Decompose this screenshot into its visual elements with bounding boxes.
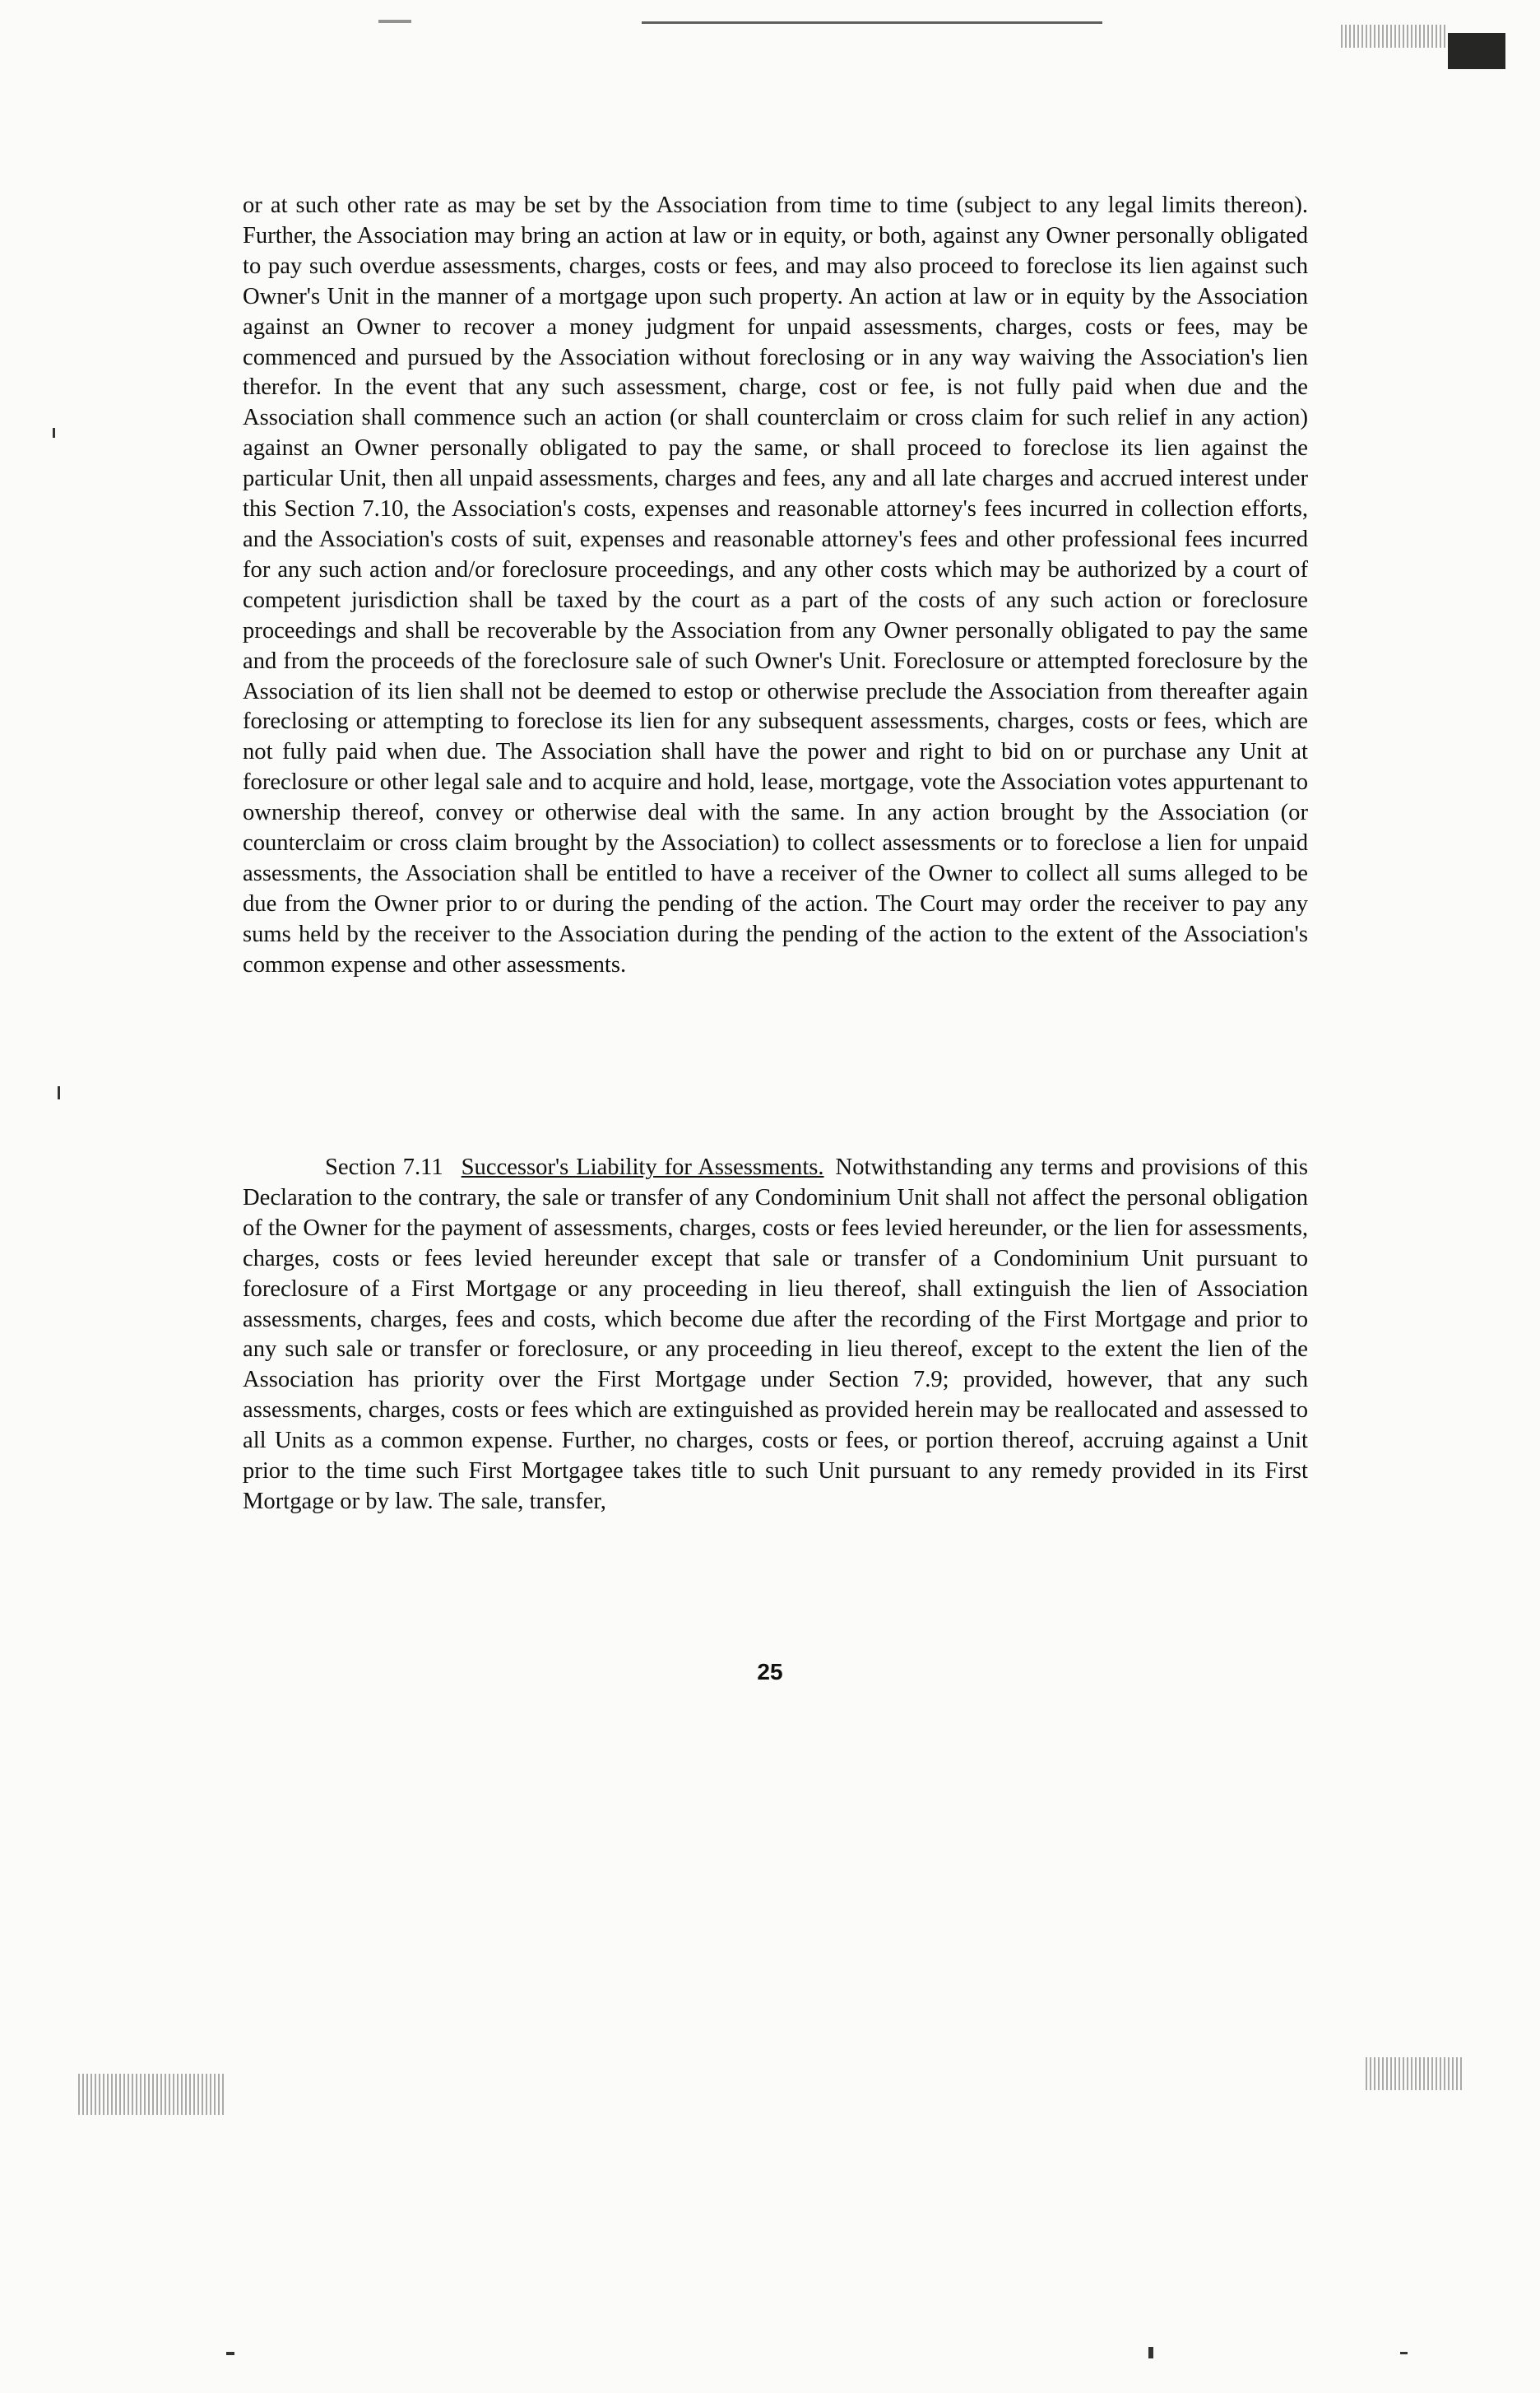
scan-speck — [1400, 2352, 1408, 2354]
top-edge-artifact — [378, 20, 411, 23]
scan-speck — [53, 428, 55, 438]
scan-speck — [1148, 2347, 1153, 2358]
scan-noise — [1366, 2057, 1464, 2090]
scan-noise — [1341, 25, 1448, 48]
body-paragraph: or at such other rate as may be set by the Association from time to time (subject to any legal limits thereon). Further, the Association may bring an action at law or in equity, or both, against any Owner personally obligated to pay such overdue assessments, charges, costs or fees, and may also proceed to foreclose its lien against such Owner's Unit in the manner of a mortgage upon such property. An action at law or in equity by the Association against an Owner to recover a money judgment for unpaid assessments, charges, costs or fees, may be commenced and pursued by the Association without foreclosing or in any way waiving the Association's lien therefor. In the event that any such assessment, charge, cost or fee, is not fully paid when due and the Association shall commence such an action (or shall counterclaim or cross claim for such relief in any action) against an Owner personally obligated to pay the same, or shall proceed to foreclose its lien against the particular Unit, then all unpaid assessments, charges and fees, any and all late charges and accrued interest under this Section 7.10, the Association's costs, expenses and reasonable attorney's fees incurred in collection efforts, and the Association's costs of suit, expenses and reasonable attorney's fees and other professional fees incurred for any such action and/or foreclosure proceedings, and any other costs which may be authorized by a court of competent jurisdiction shall be taxed by the court as a part of the costs of any such action or foreclosure proceedings and shall be recoverable by the Association from any Owner personally obligated to pay the same and from the proceeds of the foreclosure sale of such Owner's Unit. Foreclosure or attempted foreclosure by the Association of its lien shall not be deemed to estop or otherwise preclude the Association from thereafter again foreclosing or attempting to foreclose its lien for any subsequent assessments, charges, costs or fees, which are not fully paid when due. The Association shall have the power and right to bid on or purchase any Unit at foreclosure or other legal sale and to acquire and hold, lease, mortgage, vote the Association votes appurtenant to ownership thereof, convey or otherwise deal with the same. In any action brought by the Association (or counterclaim or cross claim brought by the Association) to collect assessments or to foreclose a lien for unpaid assessments, the Association shall be entitled to have a receiver of the Owner to collect all sums alleged to be due from the Owner prior to or during the pending of the action. The Court may order the receiver to pay any sums held by the receiver to the Association during the pending of the action to the extent of the Association's common expense and other assessments. — [243, 193, 1308, 978]
corner-smudge — [1448, 33, 1505, 69]
scan-noise — [78, 2074, 226, 2115]
top-edge-artifact — [642, 21, 1102, 24]
section-number: Section 7.11 — [325, 1155, 443, 1180]
scan-speck — [58, 1086, 60, 1099]
section-paragraph — [243, 1153, 1308, 1517]
section-heading: Successor's Liability for Assessments. — [461, 1155, 824, 1180]
section-body: Notwithstanding any terms and provisions of this Declaration to the contrary, the sale or transfer of any Condominium Unit shall not affect the personal obligation of the Owner for the payment of assessments, charges, costs or fees levied hereunder, or the lien for assessments, charges, costs or fees levied hereunder except that sale or transfer of a Condominium Unit pursuant to foreclosure of a First Mortgage or any proceeding in lieu thereof, shall extinguish the lien of Association assessments, charges, fees and costs, which become due after the recording of the First Mortgage and prior to any such sale or transfer or foreclosure, or any proceeding in lieu thereof, except to the extent the lien of the Association has priority over the First Mortgage under Section 7.9; provided, however, that any such assessments, charges, costs or fees which are extinguished as provided herein may be reallocated and assessed to all Units as a common expense. Further, no charges, costs or fees, or portion thereof, accruing against a Unit prior to the time such First Mortgagee takes title to such Unit pursuant to any remedy provided in its First Mortgage or by law. The sale, transfer, — [243, 1155, 1308, 1514]
page-number: 25 — [757, 1659, 783, 1684]
scan-speck — [226, 2352, 234, 2355]
